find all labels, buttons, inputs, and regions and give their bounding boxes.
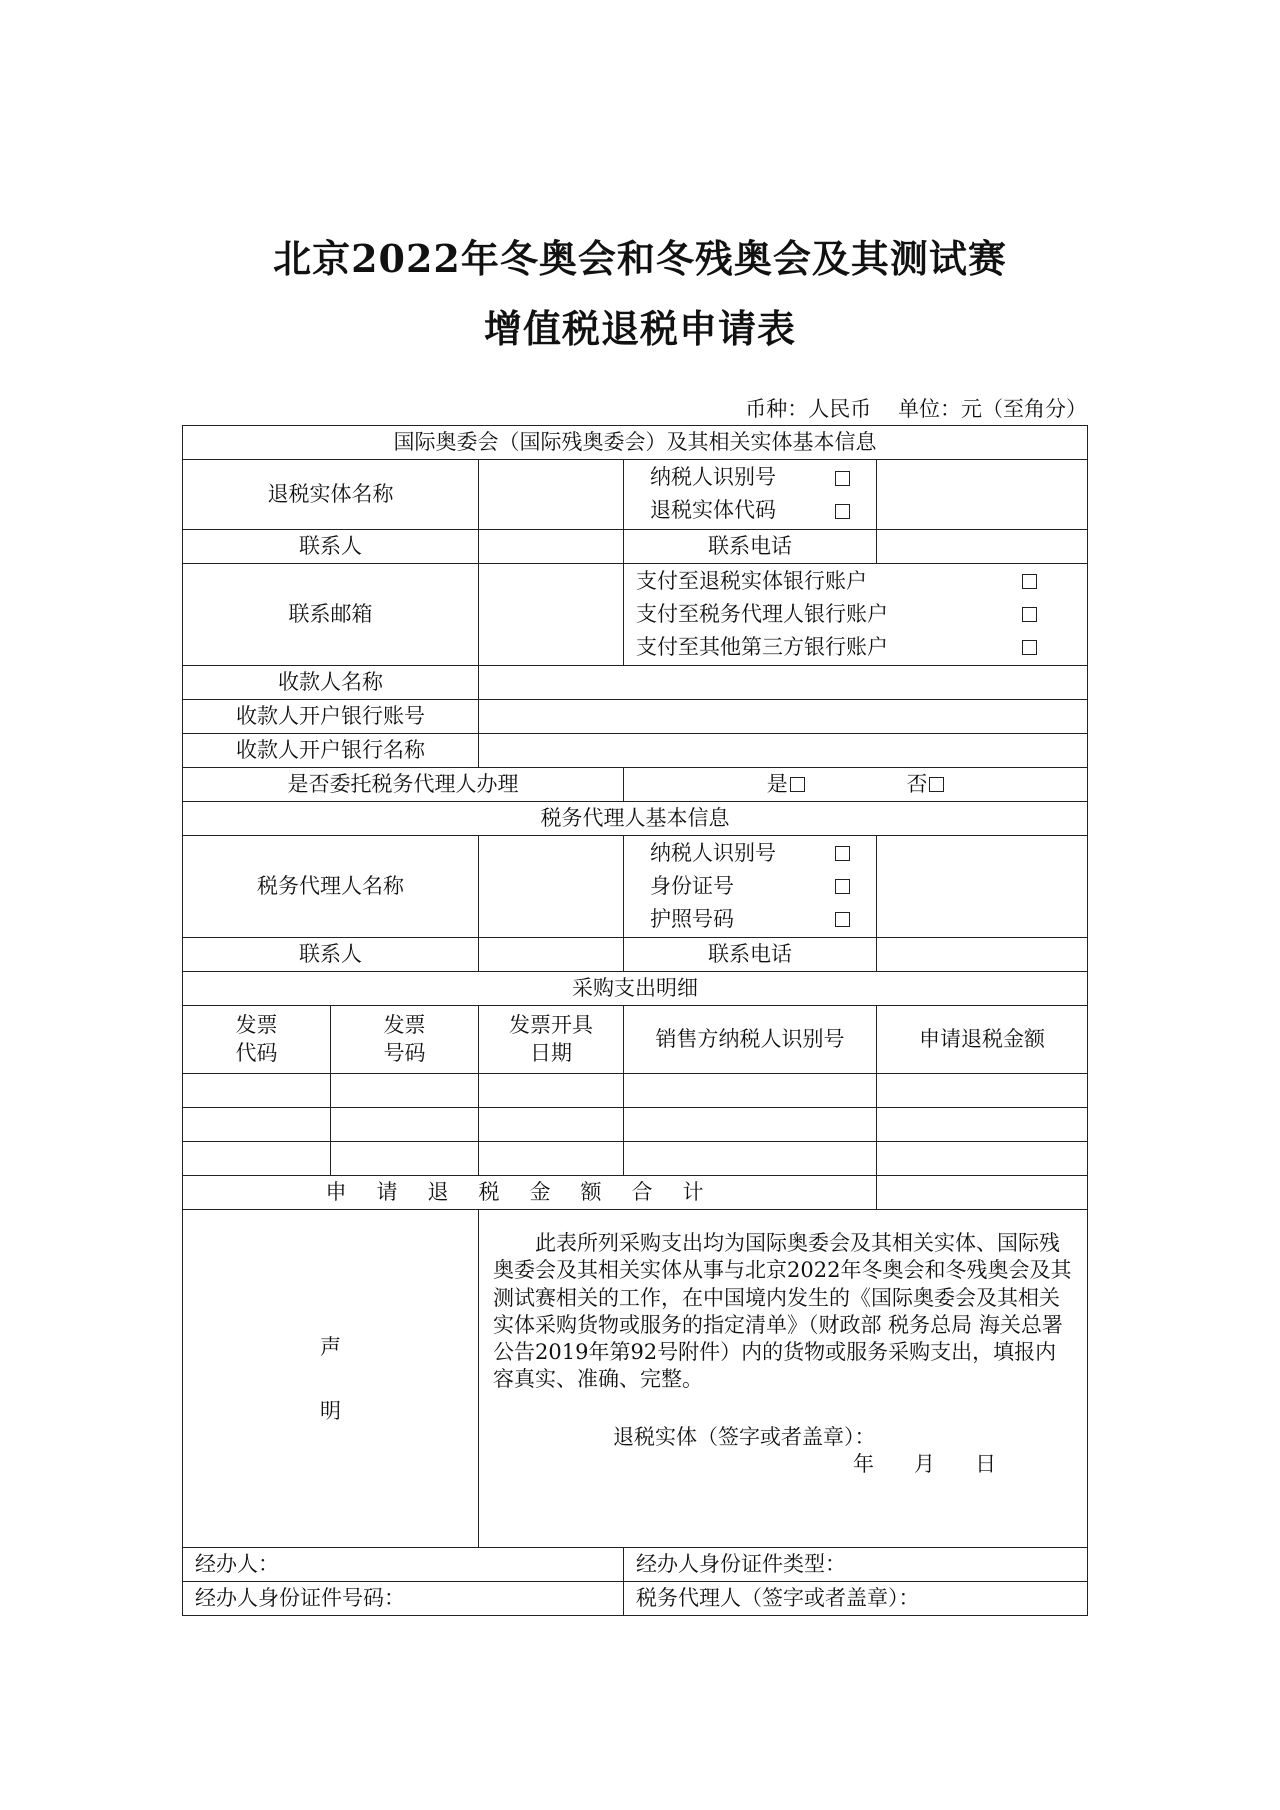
- entity-name-field[interactable]: [479, 460, 624, 530]
- email-field[interactable]: [479, 564, 624, 666]
- payment-option-entity-label: 支付至退税实体银行账户: [636, 568, 867, 593]
- payee-name-field[interactable]: [479, 666, 1088, 700]
- agent-no-label: 否: [906, 771, 928, 796]
- payee-account-label: 收款人开户银行账号: [183, 700, 479, 734]
- declaration-text: 此表所列采购支出均为国际奥委会及其相关实体、国际残奥委会及其相关实体从事与北京2022年冬奥会和冬残奥会及其测试赛相关的工作，在中国境内发生的《国际奥委会及其相关实体采购货物或服务的指定清单》（财政部 税务总局 海关总署公告2019年第92号附件）内的货物或服务采购支出，填报内容真实、准确、完整。: [493, 1231, 1072, 1392]
- agent-id-field[interactable]: [877, 836, 1088, 938]
- payment-options: [624, 564, 1088, 666]
- checkbox-agent-passport[interactable]: [835, 912, 850, 927]
- handler-id-type-field[interactable]: 经办人身份证件类型：: [624, 1548, 1088, 1582]
- column-header-line: 日期: [530, 1040, 572, 1065]
- checkbox-agent-id-card[interactable]: [835, 879, 850, 894]
- declaration-label-char: 声: [320, 1334, 341, 1359]
- agent-phone-field[interactable]: [877, 938, 1088, 972]
- section-entity-header: 国际奥委会（国际残奥委会）及其相关实体基本信息: [183, 426, 1088, 460]
- payee-bank-label: 收款人开户银行名称: [183, 734, 479, 768]
- entity-id-type-options: [624, 460, 877, 530]
- checkbox-taxpayer-id[interactable]: [835, 471, 850, 486]
- contact-label: 联系人: [183, 530, 479, 564]
- total-refund-label: 申请退税金额合计: [183, 1176, 877, 1210]
- entity-id-field[interactable]: [877, 460, 1088, 530]
- cell-seller-taxpayer-id[interactable]: [624, 1074, 877, 1108]
- phone-field[interactable]: [877, 530, 1088, 564]
- agent-option-passport-label: 护照号码: [650, 906, 734, 931]
- cell-refund-amount[interactable]: [877, 1142, 1088, 1176]
- declaration-content: [479, 1210, 1088, 1548]
- checkbox-agent-no[interactable]: [929, 777, 944, 792]
- cell-invoice-date[interactable]: [479, 1142, 624, 1176]
- column-header-line: 代码: [235, 1040, 278, 1065]
- checkbox-agent-taxpayer-id[interactable]: [835, 846, 850, 861]
- section-agent-header: 税务代理人基本信息: [183, 802, 1088, 836]
- checkbox-payment-entity[interactable]: [1022, 574, 1037, 589]
- cell-invoice-number[interactable]: [331, 1074, 479, 1108]
- entity-name-label: 退税实体名称: [183, 460, 479, 530]
- column-header-line: 发票开具: [509, 1013, 593, 1038]
- option-taxpayer-id-label: 纳税人识别号: [650, 465, 776, 490]
- checkbox-agent-yes[interactable]: [790, 777, 805, 792]
- cell-refund-amount[interactable]: [877, 1074, 1088, 1108]
- column-header-line: 号码: [383, 1040, 426, 1065]
- declaration-label-char: 明: [320, 1398, 341, 1423]
- form-title-line1: 北京2022年冬奥会和冬残奥会及其测试赛: [273, 236, 1007, 281]
- purchase-row: [183, 1108, 1088, 1142]
- cell-invoice-code[interactable]: [183, 1142, 331, 1176]
- cell-invoice-date[interactable]: [479, 1108, 624, 1142]
- declaration-signature-line: 退税实体（签字或者盖章）：: [613, 1424, 876, 1449]
- column-header-refund-amount: 申请退税金额: [877, 1006, 1088, 1074]
- cell-seller-taxpayer-id[interactable]: [624, 1142, 877, 1176]
- handler-id-number-field[interactable]: 经办人身份证件号码：: [183, 1582, 624, 1616]
- payment-option-agent-label: 支付至税务代理人银行账户: [636, 601, 888, 626]
- currency-unit-note: 币种：人民币 单位：元（至角分）: [745, 397, 1087, 421]
- agent-signature-field[interactable]: 税务代理人（签字或者盖章）：: [624, 1582, 1088, 1616]
- refund-application-table: [182, 425, 1088, 1616]
- cell-invoice-code[interactable]: [183, 1108, 331, 1142]
- handler-field[interactable]: 经办人：: [183, 1548, 624, 1582]
- agent-id-type-options: [624, 836, 877, 938]
- contact-field[interactable]: [479, 530, 624, 564]
- form-title-line2: 增值税退税申请表: [483, 306, 796, 351]
- agent-option-id-card-label: 身份证号: [650, 873, 734, 898]
- agent-contact-label: 联系人: [183, 938, 479, 972]
- payee-name-label: 收款人名称: [183, 666, 479, 700]
- purchase-row: [183, 1142, 1088, 1176]
- column-header-line: 发票: [235, 1013, 278, 1038]
- agent-yes-label: 是: [766, 771, 788, 796]
- checkbox-payment-agent[interactable]: [1022, 607, 1037, 622]
- column-header-seller-taxpayer-id: 销售方纳税人识别号: [624, 1006, 877, 1074]
- agent-phone-label: 联系电话: [624, 938, 877, 972]
- cell-seller-taxpayer-id[interactable]: [624, 1108, 877, 1142]
- agent-option-taxpayer-id-label: 纳税人识别号: [650, 840, 776, 865]
- cell-invoice-number[interactable]: [331, 1142, 479, 1176]
- agent-name-field[interactable]: [479, 836, 624, 938]
- declaration-label: [183, 1210, 479, 1548]
- checkbox-payment-third-party[interactable]: [1022, 640, 1037, 655]
- phone-label: 联系电话: [624, 530, 877, 564]
- section-purchase-header: 采购支出明细: [183, 972, 1088, 1006]
- column-header-invoice-date: [479, 1006, 624, 1074]
- total-refund-field[interactable]: [877, 1176, 1088, 1210]
- agent-contact-field[interactable]: [479, 938, 624, 972]
- column-header-invoice-code: [183, 1006, 331, 1074]
- payment-option-third-party-label: 支付至其他第三方银行账户: [636, 634, 888, 659]
- agent-question-options: [624, 768, 1088, 802]
- declaration-date-line: 年 月 日: [853, 1452, 997, 1477]
- cell-invoice-number[interactable]: [331, 1108, 479, 1142]
- email-label: 联系邮箱: [183, 564, 479, 666]
- cell-invoice-code[interactable]: [183, 1074, 331, 1108]
- checkbox-entity-code[interactable]: [835, 504, 850, 519]
- agent-question-label: 是否委托税务代理人办理: [183, 768, 624, 802]
- payee-account-field[interactable]: [479, 700, 1088, 734]
- cell-invoice-date[interactable]: [479, 1074, 624, 1108]
- column-header-invoice-number: [331, 1006, 479, 1074]
- cell-refund-amount[interactable]: [877, 1108, 1088, 1142]
- column-header-line: 发票: [383, 1013, 426, 1038]
- purchase-row: [183, 1074, 1088, 1108]
- option-entity-code-label: 退税实体代码: [650, 498, 776, 523]
- agent-name-label: 税务代理人名称: [183, 836, 479, 938]
- payee-bank-field[interactable]: [479, 734, 1088, 768]
